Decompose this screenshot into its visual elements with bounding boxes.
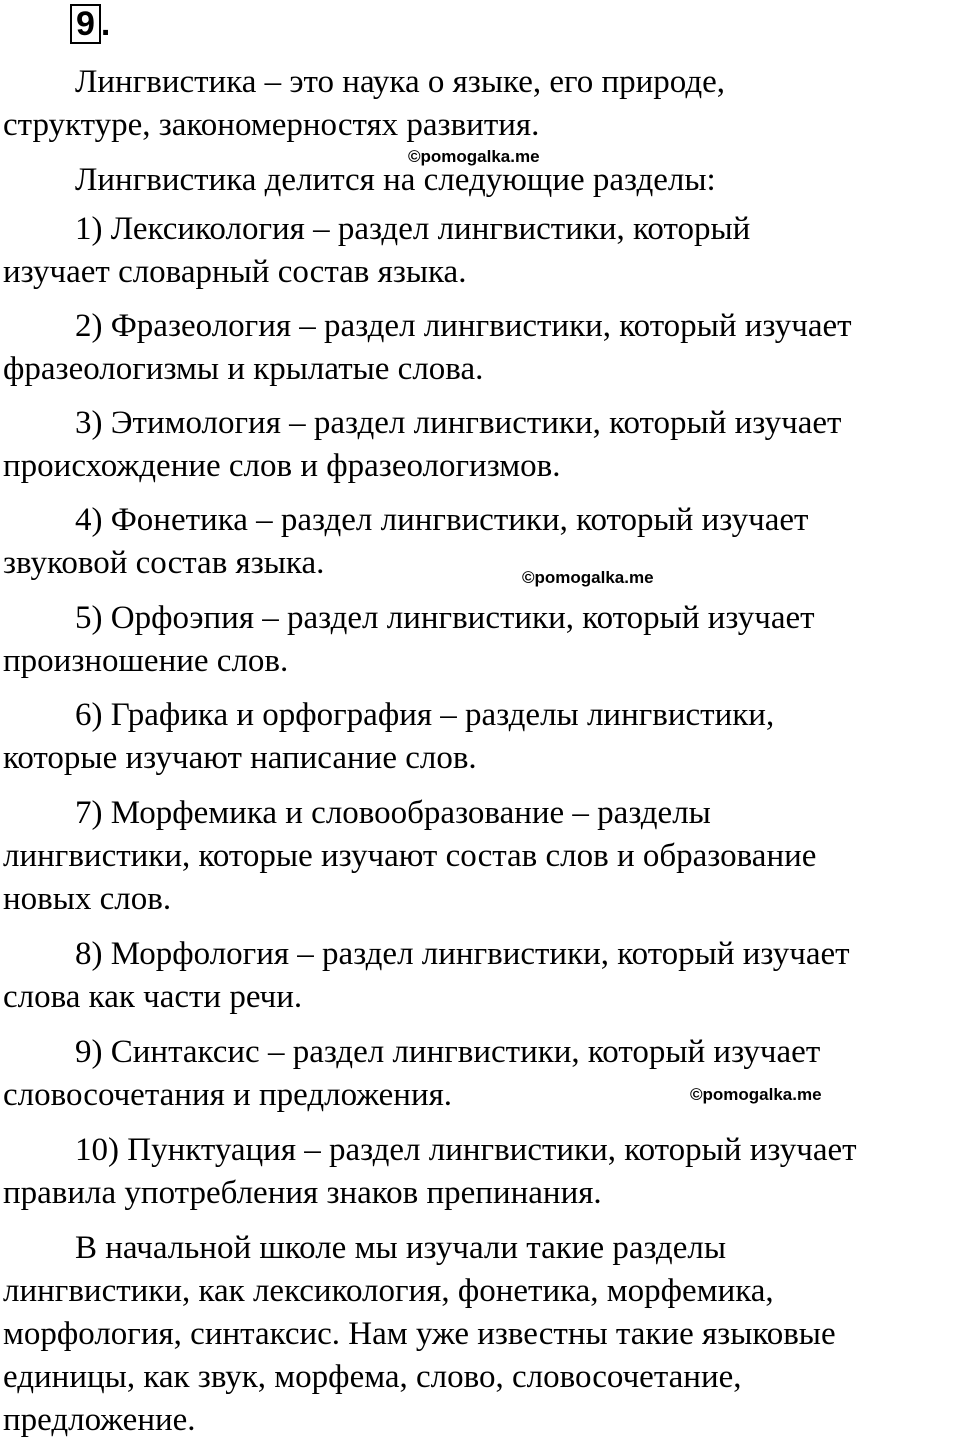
paragraph-item-2 xyxy=(3,305,959,391)
paragraph-item-10 xyxy=(3,1129,959,1215)
text-line: Лингвистика – это наука о языке, его природе, xyxy=(75,64,726,100)
text-line: 9) Синтаксис – раздел лингвистики, который изучает xyxy=(75,1034,821,1070)
paragraph-item-5 xyxy=(3,597,959,683)
paragraph-item-4 xyxy=(3,499,959,585)
text-line: единицы, как звук, морфема, слово, словосочетание, xyxy=(3,1359,742,1395)
text-line: произношение слов. xyxy=(3,643,289,679)
paragraph-item-1 xyxy=(3,208,959,294)
text-line: 5) Орфоэпия – раздел лингвистики, который изучает xyxy=(75,600,815,636)
text-line: лингвистики, как лексикология, фонетика, морфемика, xyxy=(3,1273,774,1309)
text-line: 7) Морфемика и словообразование – разделы xyxy=(75,795,711,831)
text-line: фразеологизмы и крылатые слова. xyxy=(3,351,484,387)
text-line: лингвистики, которые изучают состав слов и образование xyxy=(3,838,817,874)
paragraph-item-7 xyxy=(3,792,959,921)
task-number-box: 9 xyxy=(70,4,101,44)
text-line: Лингвистика делится на следующие разделы: xyxy=(75,162,716,198)
task-number xyxy=(70,4,110,44)
text-line: звуковой состав языка. xyxy=(3,545,325,581)
paragraph-item-8 xyxy=(3,933,959,1019)
watermark: ©pomogalka.me xyxy=(690,1085,822,1104)
text-line: морфология, синтаксис. Нам уже известны такие языковые xyxy=(3,1316,836,1352)
text-line: 3) Этимология – раздел лингвистики, который изучает xyxy=(75,405,842,441)
text-line: 2) Фразеология – раздел лингвистики, который изучает xyxy=(75,308,852,344)
text-line: 10) Пунктуация – раздел лингвистики, который изучает xyxy=(75,1132,857,1168)
text-line: слова как части речи. xyxy=(3,979,303,1015)
text-line: 4) Фонетика – раздел лингвистики, который изучает xyxy=(75,502,809,538)
paragraph-conclusion xyxy=(3,1227,959,1442)
text-line: происхождение слов и фразеологизмов. xyxy=(3,448,561,484)
watermark: ©pomogalka.me xyxy=(522,568,654,587)
text-line: 8) Морфология – раздел лингвистики, который изучает xyxy=(75,936,850,972)
task-number-dot: . xyxy=(100,5,111,43)
text-line: предложение. xyxy=(3,1402,196,1438)
text-line: новых слов. xyxy=(3,881,172,917)
text-line: 1) Лексикология – раздел лингвистики, который xyxy=(75,211,751,247)
text-line: изучает словарный состав языка. xyxy=(3,254,467,290)
text-line: которые изучают написание слов. xyxy=(3,740,477,776)
text-line: В начальной школе мы изучали такие разделы xyxy=(75,1230,727,1266)
text-line: словосочетания и предложения. xyxy=(3,1077,453,1113)
paragraph-item-6 xyxy=(3,694,959,780)
paragraph-definition xyxy=(3,61,959,147)
text-line: структуре, закономерностях развития. xyxy=(3,107,540,143)
watermark: ©pomogalka.me xyxy=(408,147,540,166)
text-line: правила употребления знаков препинания. xyxy=(3,1175,602,1211)
text-line: 6) Графика и орфография – разделы лингвистики, xyxy=(75,697,775,733)
paragraph-item-3 xyxy=(3,402,959,488)
